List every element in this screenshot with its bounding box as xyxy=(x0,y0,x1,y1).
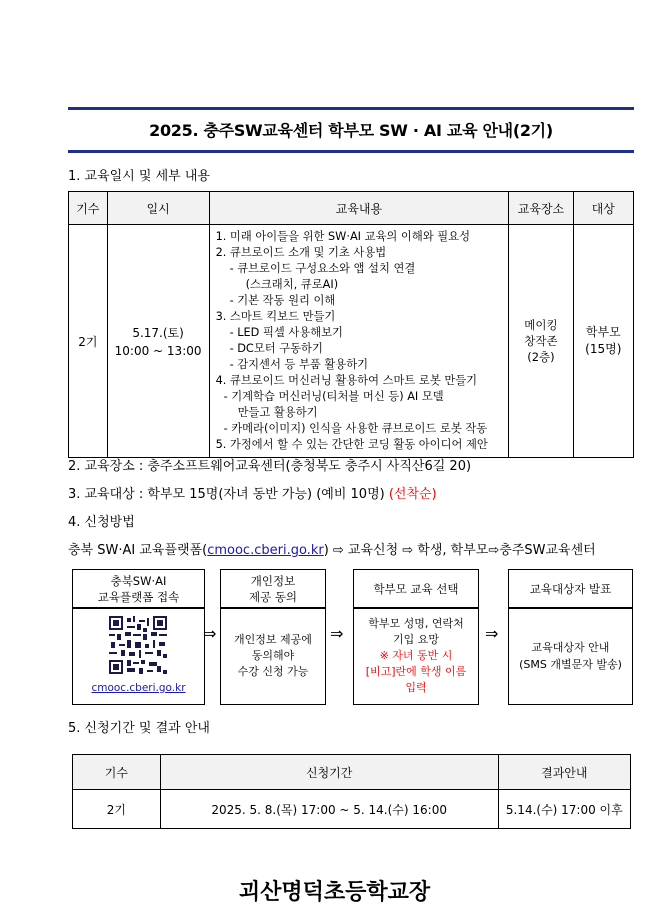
place-line: (2층) xyxy=(527,350,555,364)
step4-box xyxy=(508,607,633,705)
title-rule-bottom xyxy=(68,150,634,153)
cell-content xyxy=(209,225,509,458)
place-line: 메이킹 xyxy=(524,318,558,332)
step2-box xyxy=(220,607,326,705)
title-rule-top xyxy=(68,107,634,110)
content-line: - 감지센서 등 부품 활용하기 xyxy=(229,358,369,371)
step1-header xyxy=(72,569,205,609)
apply-method-line xyxy=(68,539,596,558)
step1-box xyxy=(72,607,205,705)
platform-link[interactable]: cmooc.cberi.go.kr xyxy=(207,543,324,558)
table-header-row xyxy=(73,755,631,790)
content-line: - 카메라(이미지) 인식을 사용한 큐브로이드 로봇 작동 xyxy=(223,422,488,435)
application-period-table xyxy=(72,754,631,829)
step2-body-line: 개인정보 제공에 xyxy=(234,633,312,646)
step3-note-line: [비고]란에 학생 이름 xyxy=(365,665,467,678)
flow-arrow-1: ⇒ xyxy=(203,624,217,643)
content-line: - 큐브로이드 구성요소와 앱 설치 연결 xyxy=(229,262,416,275)
header-content: 교육내용 xyxy=(209,192,509,225)
content-line: 만들고 활용하기 xyxy=(237,406,318,419)
step3-header: 학부모 교육 선택 xyxy=(353,569,479,609)
cell-date xyxy=(107,225,209,458)
table-row xyxy=(69,225,634,458)
content-line: 1. 미래 아이들을 위한 SW·AI 교육의 이해와 필요성 xyxy=(215,230,470,243)
section-3-target xyxy=(68,483,437,502)
header-date: 일시 xyxy=(107,192,209,225)
step1-header-line: 교육플랫폼 접속 xyxy=(97,590,180,604)
schedule-table xyxy=(68,191,634,458)
apply-suffix: ) ⇨ 교육신청 ⇨ 학생, 학부모⇨충주SW교육센터 xyxy=(323,543,596,558)
step4-body-line: 교육대상자 안내 xyxy=(531,641,610,654)
step2-header-line: 개인정보 xyxy=(250,574,296,588)
section-1-heading: 1. 교육일시 및 세부 내용 xyxy=(68,169,210,184)
flow-arrow-3: ⇒ xyxy=(485,624,499,643)
content-line: - DC모터 구동하기 xyxy=(229,342,323,355)
apply-prefix: 충북 SW·AI 교육플랫폼( xyxy=(68,543,208,558)
content-line: - LED 픽셀 사용해보기 xyxy=(229,326,343,339)
cell-gisu: 2기 xyxy=(73,790,161,829)
place-line: 창작존 xyxy=(524,334,558,348)
table-header-row xyxy=(69,192,634,225)
page-title: 2025. 충주SW교육센터 학부모 SW · AI 교육 안내(2기) xyxy=(149,121,553,140)
header-period: 신청기간 xyxy=(160,755,498,790)
header-result: 결과안내 xyxy=(498,755,630,790)
content-line: - 기본 작동 원리 이해 xyxy=(229,294,336,307)
header-gisu: 기수 xyxy=(69,192,108,225)
section-3-text: 3. 교육대상 : 학부모 15명(자녀 동반 가능) (예비 10명) xyxy=(68,487,385,502)
content-line: 5. 가정에서 할 수 있는 간단한 코딩 활동 아이디어 제안 xyxy=(215,438,488,451)
table-row xyxy=(73,790,631,829)
flow-arrow-2: ⇒ xyxy=(330,624,344,643)
step2-body-line: 동의해야 xyxy=(251,649,295,662)
cell-place xyxy=(509,225,573,458)
step3-body-line: 학부모 성명, 연락처 xyxy=(368,617,464,630)
content-line: 4. 큐브로이드 머신러닝 활용하여 스마트 로봇 만들기 xyxy=(215,374,478,387)
step1-link[interactable]: cmooc.cberi.go.kr xyxy=(91,682,186,694)
step2-body-line: 수강 신청 가능 xyxy=(237,665,309,678)
header-gisu: 기수 xyxy=(73,755,161,790)
first-come-badge: (선착순) xyxy=(388,487,437,502)
content-line: - 기계학습 머신러닝(티처블 머신 등) AI 모델 xyxy=(223,390,444,403)
step1-header-line: 충북SW·AI xyxy=(110,574,167,588)
target-line: (15명) xyxy=(585,342,622,356)
date-day: 5.17.(토) xyxy=(132,326,184,340)
header-place: 교육장소 xyxy=(509,192,573,225)
content-line: (스크래치, 큐로AI) xyxy=(245,278,339,291)
cell-gisu: 2기 xyxy=(69,225,108,458)
section-5-heading: 5. 신청기간 및 결과 안내 xyxy=(68,721,210,736)
content-line: 3. 스마트 킥보드 만들기 xyxy=(215,310,336,323)
step3-note-line: ※ 자녀 동반 시 xyxy=(379,649,453,662)
cell-target xyxy=(573,225,633,458)
step3-box xyxy=(353,607,479,705)
principal-signature: 괴산명덕초등학교장 xyxy=(238,879,431,905)
qr-code-icon[interactable] xyxy=(109,616,167,674)
target-line: 학부모 xyxy=(585,325,621,339)
step3-note-line: 입력 xyxy=(405,681,427,694)
step4-header: 교육대상자 발표 xyxy=(508,569,633,609)
cell-result: 5.14.(수) 17:00 이후 xyxy=(498,790,630,829)
step4-body-line: (SMS 개별문자 발송) xyxy=(519,658,622,671)
step2-header xyxy=(220,569,326,609)
cell-period: 2025. 5. 8.(목) 17:00 ~ 5. 14.(수) 16:00 xyxy=(160,790,498,829)
section-4-heading: 4. 신청방법 xyxy=(68,515,135,530)
section-2-place: 2. 교육장소 : 충주소프트웨어교육센터(충청북도 충주시 사직산6길 20) xyxy=(68,459,472,474)
header-target: 대상 xyxy=(573,192,633,225)
step2-header-line: 제공 동의 xyxy=(248,590,298,604)
content-line: 2. 큐브로이드 소개 및 기초 사용법 xyxy=(215,246,387,259)
step3-body-line: 기입 요망 xyxy=(392,633,439,646)
date-time: 10:00 ~ 13:00 xyxy=(114,344,202,358)
